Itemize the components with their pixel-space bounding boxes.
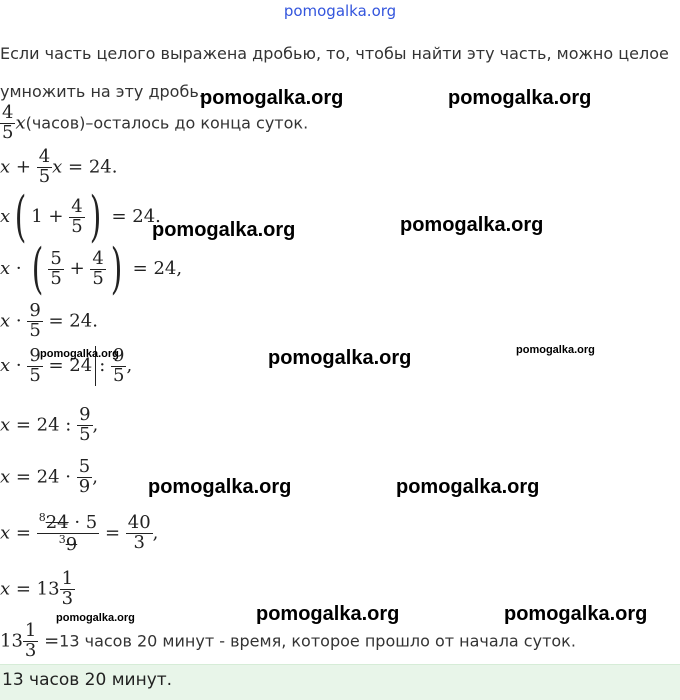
- equation-line-3: x( 1 + $\frac{4}{5}$ ) = 24.: [0, 185, 161, 248]
- answer-box: [0, 664, 680, 700]
- equation-line-11: 13 $\frac{1}{3}$ =13 часов 20 минут - время, которое прошло от начала суток.: [0, 620, 576, 661]
- equation-line-8: x = 24 · $\frac{5}{9}$ ,: [0, 456, 98, 497]
- intro-text-line-1: Если часть целого выражена дробью, то, чтобы найти эту часть, можно целое: [0, 44, 669, 63]
- equation-line-4: x · ( $\frac{5}{5}$ + $\frac{4}{5}$ ) = 24,: [0, 237, 183, 300]
- equation-line-2: x + $\frac{4}{5}$ x = 24.: [0, 146, 118, 187]
- site-header-link[interactable]: pomogalka.org: [283, 2, 397, 20]
- watermark: pomogalka.org: [268, 347, 412, 369]
- watermark: pomogalka.org: [40, 348, 119, 360]
- equation-line-9: x = $\frac{^824 \cdot 5}{^39}$ = $\frac{40}{3}$ ,: [0, 511, 159, 555]
- equation-line-5: x · $\frac{9}{5}$ = 24.: [0, 300, 98, 341]
- equation-line-7: x = 24 : $\frac{9}{5}$ ,: [0, 404, 99, 445]
- final-text: 13 часов 20 минут - время, которое прошло от начала суток.: [59, 631, 576, 651]
- equation-line-10: x = 13 $\frac{1}{3}$: [0, 568, 74, 609]
- watermark: pomogalka.org: [400, 214, 544, 236]
- watermark: pomogalka.org: [504, 603, 648, 625]
- watermark: pomogalka.org: [200, 87, 344, 109]
- watermark: pomogalka.org: [448, 87, 592, 109]
- answer-text: 13 часов 20 минут.: [2, 670, 173, 690]
- watermark: pomogalka.org: [148, 476, 292, 498]
- equation-line-1: $\frac{4}{5}$ x(часов)–осталось до конца суток.: [2, 102, 309, 143]
- line1-text: (часов)–осталось до конца суток.: [25, 113, 309, 133]
- watermark: pomogalka.org: [396, 476, 540, 498]
- watermark: pomogalka.org: [256, 603, 400, 625]
- watermark: pomogalka.org: [152, 219, 296, 241]
- intro-text-line-2: умножить на эту дробь.: [0, 82, 204, 101]
- equation-line-6: x · $\frac{9}{5}$ = 24 : $\frac{9}{5}$ ,: [0, 344, 133, 386]
- watermark: pomogalka.org: [516, 344, 595, 356]
- watermark: pomogalka.org: [56, 612, 135, 624]
